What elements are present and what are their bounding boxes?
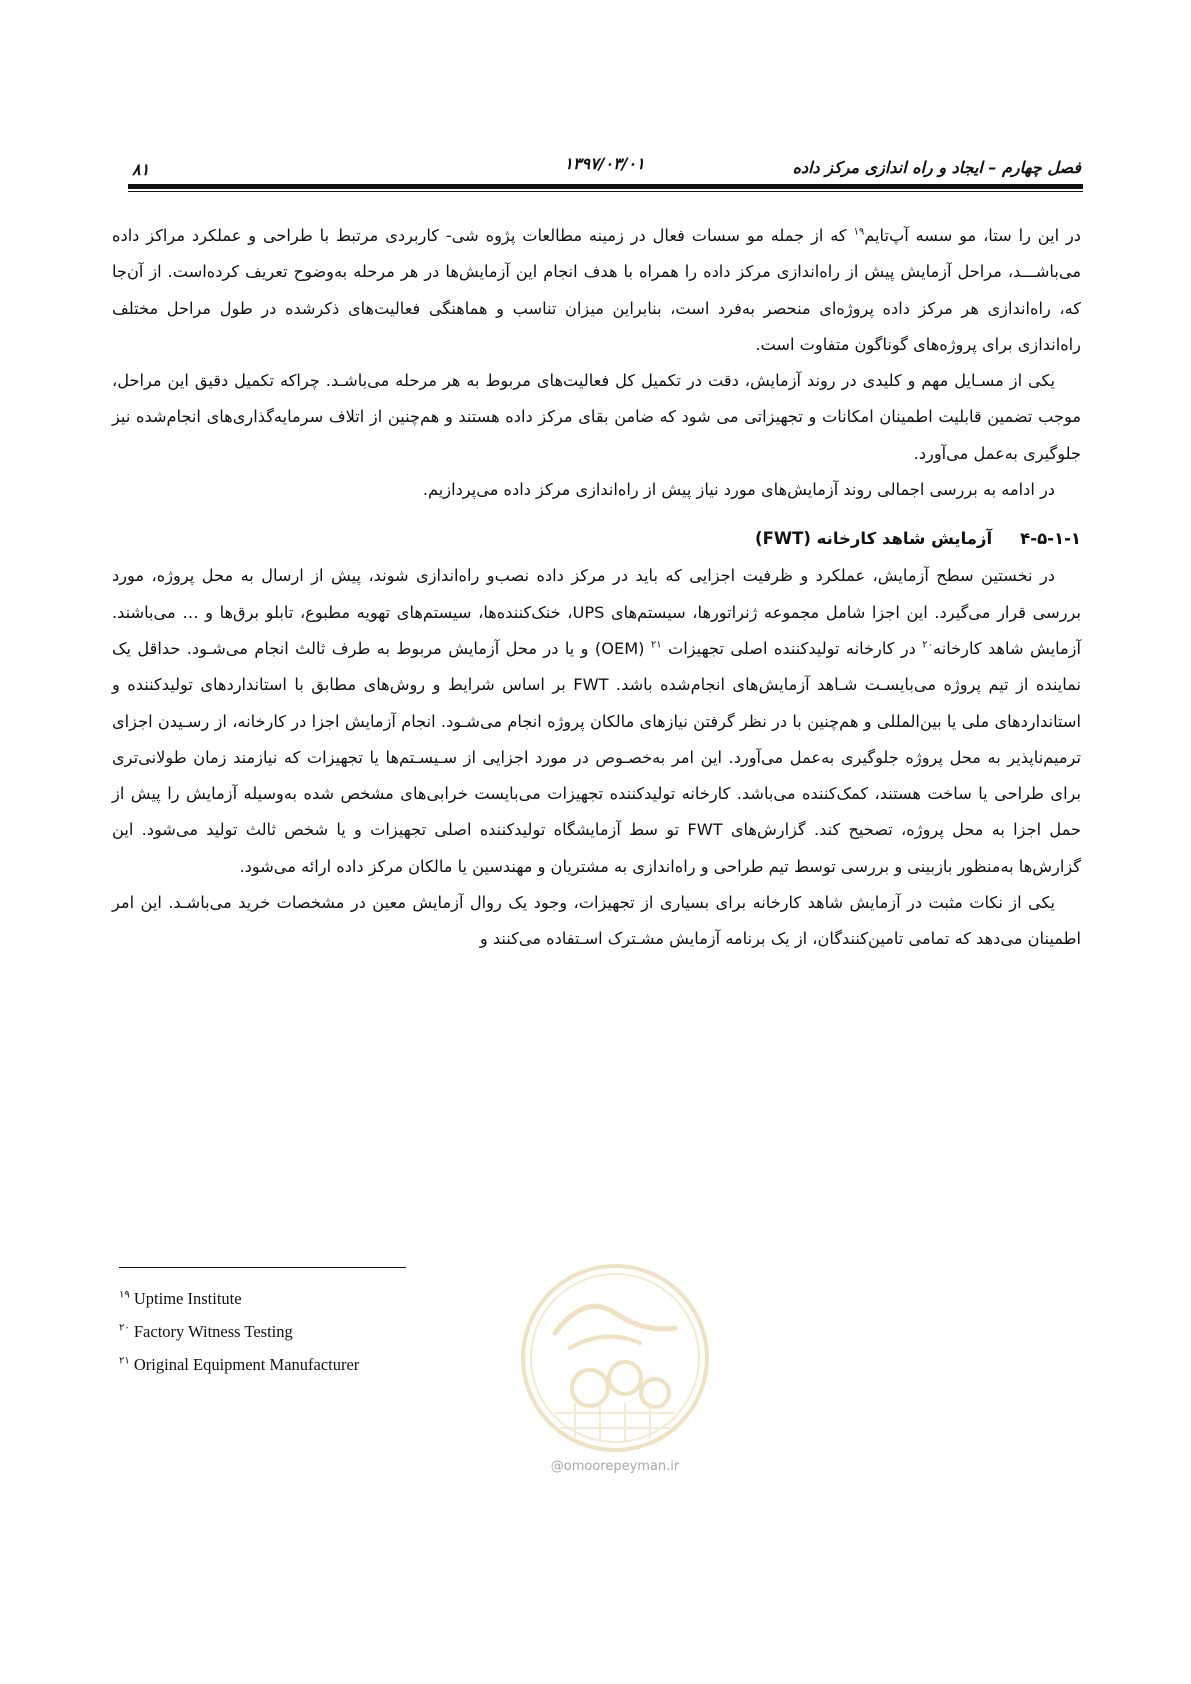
paragraph-4: در نخستین سطح آزمایش، عملکرد و ظرفیت اجزایی که باید در مرکز داده نصب‌و راه‌اندازی شوند، پیش از ارسال به محل پروژه، مورد بررسی قرار می‌گیرد. این اجزا شامل مجموعه ژنراتورها، سیستم‌های UPS، خنک‌کننده‌ها، سیستم‌های تهویه مطبوع، تابلو برق‌ها و … می‌باشند. آزمایش شاهد کارخانه$^{۲۰}$ در کارخانه تولیدکننده اصلی تجهیزات $^{۲۱}$ (OEM) و یا در محل آزمایش مربوط به طرف ثالث انجام می‌شـود. حداقل یک نماینده از تیم پروژه می‌بایسـت شـاهد آزمایش‌های انجام‌شده باشد. FWT بر اساس شرایط و روش‌های مطابق با استانداردهای تولیدکننده و استانداردهای ملی یا بین‌المللی و هم‌چنین با در نظر گرفتن نیازهای مالکان پروژه انجام می‌شـود. انجام آزمایش اجزا در کارخانه، از رسـیدن اجزای ترمیم‌ناپذیر به محل پروژه جلوگیری به‌عمل می‌آورد. این امر به‌خصـوص در مورد اجزایی از سـیسـتم‌ها یا تجهیزات که نیازمند زمان طولانی‌تری برای طراحی یا ساخت هستند، کمک‌کننده می‌باشد. کارخانه تولیدکننده تجهیزات می‌بایست خرابی‌های مشخص شده به‌وسیله آزمایش را پیش از حمل اجزا به محل پروژه، تصحیح کند. گزارش‌های FWT تو سط آزمایشگاه تولیدکننده اصلی تجهیزات و یا شخص ثالث تولید می‌شود. این گزارش‌ها به‌منظور بازبینی و بررسی توسط تیم طراحی و راه‌اندازی به مشتریان و مهندسین یا مالکان مرکز داده ارائه می‌شود.: [112, 566, 1082, 876]
paragraph-3: در ادامه به بررسی اجمالی روند آزمایش‌های مورد نیاز پیش از راه‌اندازی مرکز داده می‌پردازیم.: [422, 480, 1055, 500]
paragraph-1: در این را ستا، مو سسه آپ‌تایم$^{۱۹}$ که از جمله مو سسات فعال در زمینه مطالعات پژوه شی- کاربردی مرتبط با طراحی و عملکرد مراکز داده می‌باشـــد، مراحل آزمایش پیش از راه‌اندازی مرکز داده را همراه با هدف انجام این آزمایش‌ها در هر مرحله به‌وضوح تعریف کرده‌است. از آن‌جا که، راه‌اندازی هر مرکز داده پروژه‌ای منحصر به‌فرد است، بنابراین میزان تناسب و هماهنگی فعالیت‌های ذکرشده در طول مراحل مختلف راه‌اندازی برای پروژه‌های گوناگون متفاوت است.: [112, 226, 1082, 354]
header-rule-thick: [128, 184, 1083, 189]
page-header: [128, 150, 1081, 184]
header-date: ۱۳۹۷/۰۳/۰۱: [564, 154, 645, 173]
paragraph-5: یکی از نکات مثبت در آزمایش شاهد کارخانه برای بسیاری از تجهیزات، وجود یک روال آزمایش معین در مشخصات خرید می‌باشـد. این امر اطمینان می‌دهد که تمامی تامین‌کنندگان، از یک برنامه آزمایش مشـترک اسـتفاده می‌کنند و: [112, 893, 1081, 949]
footnote-ref-21[interactable]: ۲۱: [650, 639, 662, 651]
footnote-20: $^{۲۰}$ Factory Witness Testing: [119, 1322, 293, 1341]
footnote-separator: [119, 1267, 406, 1268]
chapter-title: فصل چهارم – ایجاد و راه اندازی مرکز داده: [792, 158, 1081, 177]
watermark-seal-icon: [515, 1258, 715, 1458]
section-heading: [112, 522, 1081, 556]
page-number: ۸۱: [132, 160, 150, 179]
footnote-21: $^{۲۱}$ Original Equipment Manufacturer: [119, 1355, 360, 1374]
body-text: [112, 218, 1081, 958]
footnote-ref-19[interactable]: ۱۹: [853, 226, 865, 238]
paragraph-2: یکی از مسـایل مهم و کلیدی در روند آزمایش، دقت در تکمیل کل فعالیت‌های مربوط به هر مرحله می‌باشـد. چراکه تکمیل دقیق این مراحل، موجب تضمین قابلیت اطمینان امکانات و تجهیزاتی می شود که ضامن بقای مرکز داده هستند و هم‌چنین از اتلاف سرمایه‌گذاری‌های انجام‌شده نیز جلوگیری به‌عمل می‌آورد.: [112, 371, 1081, 463]
header-rule-thin: [128, 191, 1083, 192]
watermark-url: @omoorepeyman.ir: [550, 1459, 680, 1474]
section-title: آزمایش شاهد کارخانه (FWT): [755, 529, 993, 549]
footnote-ref-20[interactable]: ۲۰: [922, 639, 934, 651]
section-number: ۴-۵-۱-۱: [1020, 529, 1081, 549]
footnotes: [119, 1282, 359, 1381]
footnote-19: $^{۱۹}$ Uptime Institute: [119, 1289, 242, 1308]
